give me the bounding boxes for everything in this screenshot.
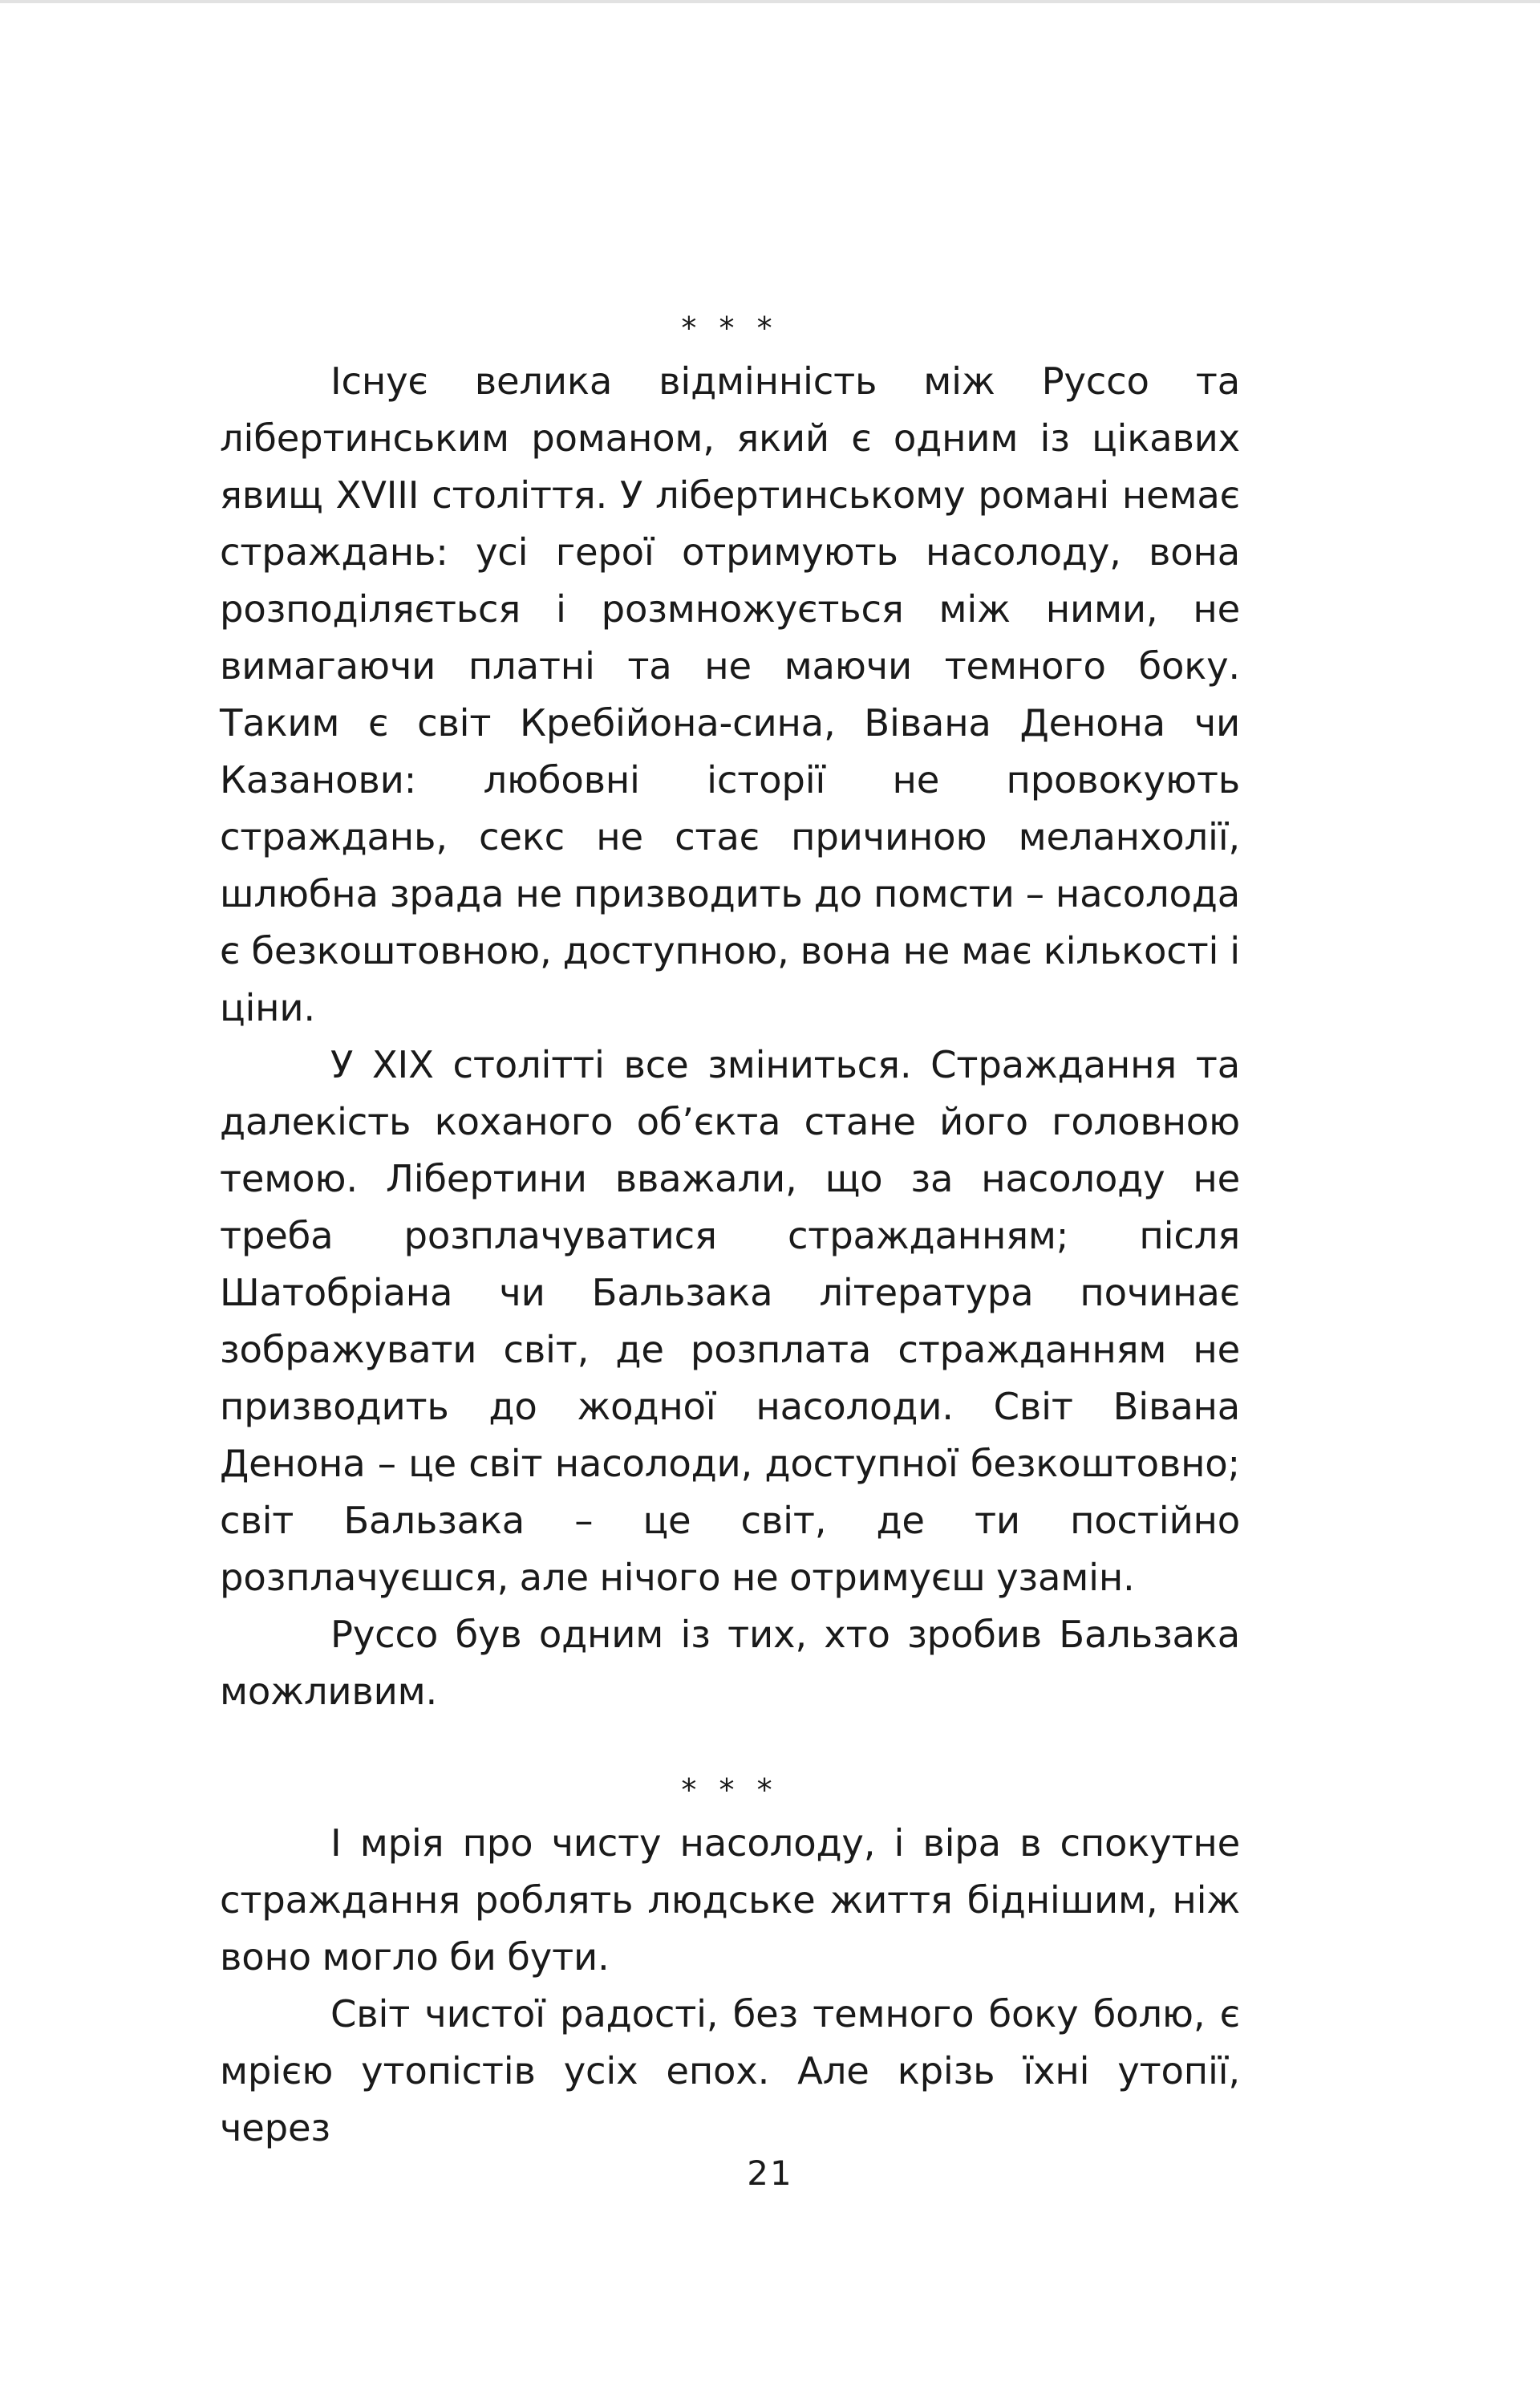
paragraph: У XIX столітті все зміниться. Страждання та далекість коханого об’єкта стане його головною темою. Лібертини вважали, що за насолоду не треба розплачуватися стражданням; після Шатобріана чи Бальзака література починає зображувати світ, де розплата стражданням не призводить до жодної насолоди. Світ Вівана Денона – це світ насолоди, доступної безкоштовно; світ Бальзака – це світ, де ти постійно розплачуєшся, але нічого не отримуєш узамін. bbox=[220, 1043, 1240, 1599]
top-border bbox=[0, 0, 1540, 3]
paragraph: Існує велика відмінність між Руссо та лібертинським романом, який є одним із цікавих явищ XVIII століття. У лібертинському романі немає страждань: усі герої отримують насолоду, вона розподіляється і розмножується між ними, не вимагаючи платні та не маючи темного боку. Таким є світ Кребійона-сина, Вівана Денона чи Казанови: любовні історії не провокують страждань, секс не стає причиною меланхолії, шлюбна зрада не призводить до помсти – насолода є безкоштовною, доступною, вона не має кількості і ціни. bbox=[220, 359, 1240, 1029]
section-separator: * * * bbox=[681, 1772, 779, 1808]
paragraph: Руссо був одним із тих, хто зробив Бальзака можливим. bbox=[220, 1613, 1240, 1713]
section-separator: * * * bbox=[681, 311, 779, 346]
page-number: 21 bbox=[747, 2153, 793, 2193]
page-body bbox=[220, 303, 1240, 2157]
paragraph: І мрія про чисту насолоду, і віра в спокутне страждання роблять людське життя біднішим, ніж воно могло би бути. bbox=[220, 1821, 1240, 1979]
paragraph: Світ чистої радості, без темного боку болю, є мрією утопістів усіх епох. Але крізь їхні утопії, через bbox=[220, 1992, 1240, 2149]
